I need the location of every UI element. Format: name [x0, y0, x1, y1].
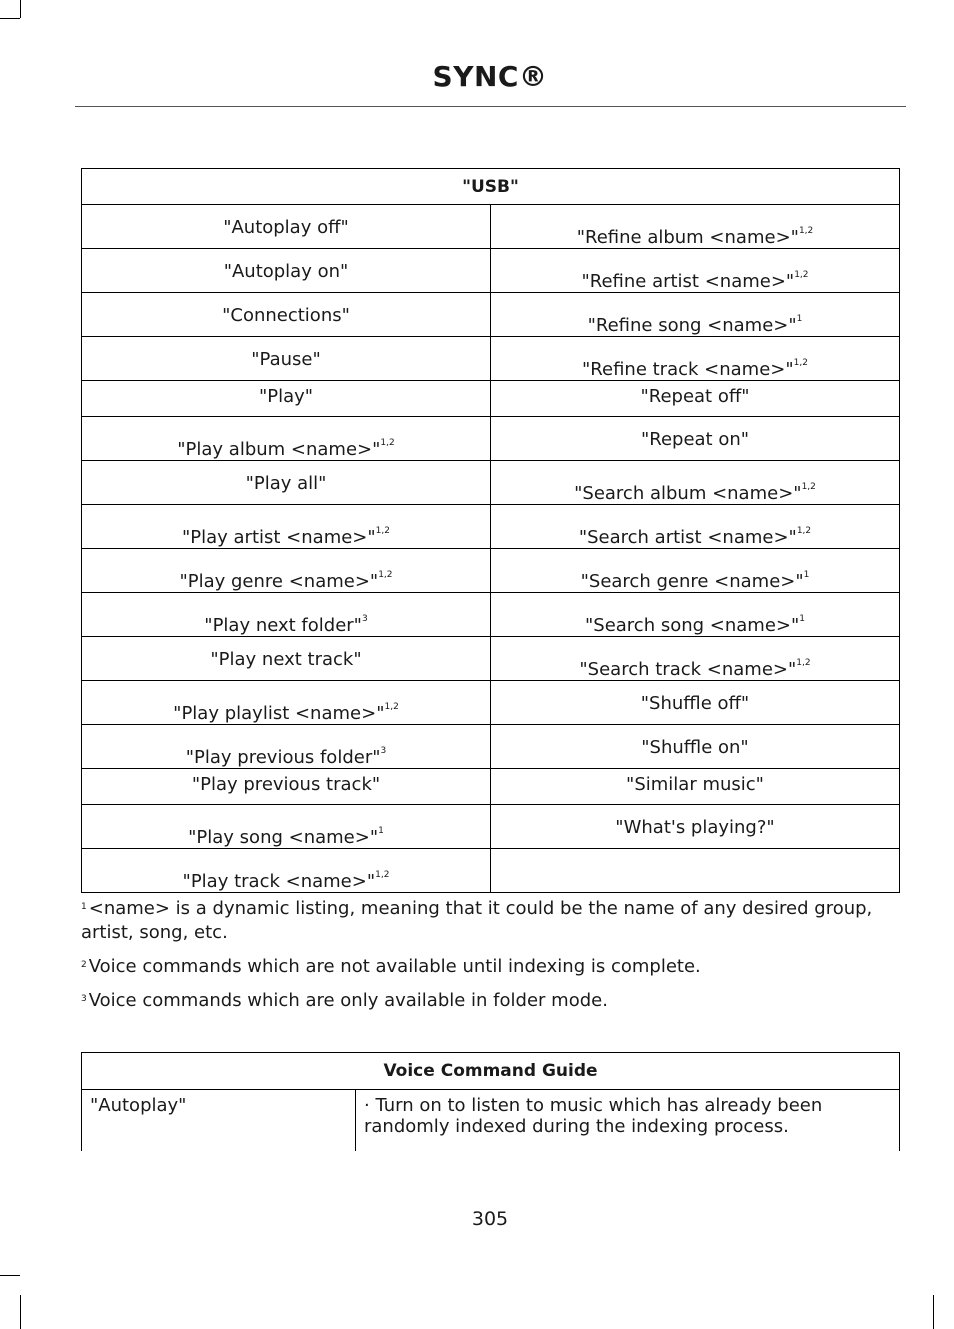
- command-label: "Shuffle off": [640, 693, 750, 714]
- command-label: "Play playlist <name>": [173, 703, 385, 724]
- command-text: [82, 593, 490, 636]
- table-row: [82, 637, 900, 681]
- command-label: "Search song <name>": [584, 615, 800, 636]
- command-label: "Play next folder": [204, 615, 362, 636]
- footnote-ref: 1: [799, 614, 805, 624]
- voice-command-guide-table: [81, 1052, 900, 1151]
- command-text: [491, 549, 899, 592]
- usb-left-cell: [82, 637, 491, 681]
- command-label: "Autoplay off": [223, 217, 349, 238]
- command-text: [491, 505, 899, 548]
- command-text: [82, 461, 490, 494]
- footnote-ref: 1,2: [798, 226, 814, 236]
- footnote-ref: 3: [380, 746, 387, 756]
- table-row: [82, 461, 900, 505]
- table-row: [82, 417, 900, 461]
- table-row: [82, 593, 900, 637]
- command-text: [82, 769, 490, 795]
- table-row: [82, 769, 900, 805]
- command-text: [82, 205, 490, 238]
- command-text: [82, 337, 490, 370]
- usb-right-cell: [491, 417, 900, 461]
- command-label: "Refine artist <name>": [581, 271, 795, 292]
- footnote-ref: 1,2: [384, 702, 399, 712]
- usb-right-cell: [491, 293, 900, 337]
- crop-mark-bottom-left-v: [20, 1295, 21, 1329]
- command-label: "Play song <name>": [188, 827, 379, 848]
- usb-right-cell: [491, 205, 900, 249]
- command-text: [491, 417, 899, 450]
- command-text: [491, 205, 899, 248]
- command-label: "Play previous track": [191, 774, 381, 795]
- command-text: [491, 337, 899, 380]
- footnote-ref: 1,2: [375, 526, 390, 536]
- usb-right-cell: [491, 505, 900, 549]
- footnote-2: $^2$ Voice commands which are not available until indexing is complete.: [81, 956, 701, 977]
- command-text: [491, 381, 899, 407]
- command-text: [491, 593, 899, 636]
- usb-left-cell: [82, 725, 491, 769]
- usb-left-cell: [82, 593, 491, 637]
- usb-left-cell: [82, 549, 491, 593]
- usb-right-cell: [491, 849, 900, 893]
- usb-left-cell: [82, 337, 491, 381]
- usb-left-cell: [82, 805, 491, 849]
- footnote-ref: 1,2: [378, 570, 393, 580]
- usb-left-cell: [82, 381, 491, 417]
- table-row: [82, 249, 900, 293]
- footnote-ref: 1,2: [794, 270, 809, 280]
- command-text: [491, 249, 899, 292]
- usb-right-cell: [491, 381, 900, 417]
- table-row: [82, 293, 900, 337]
- table-row: [82, 505, 900, 549]
- command-text: [82, 549, 490, 592]
- usb-right-cell: [491, 805, 900, 849]
- command-label: "Play genre <name>": [179, 571, 379, 592]
- footnote-ref: 1: [803, 570, 810, 580]
- usb-right-cell: [491, 681, 900, 725]
- table-row: [82, 381, 900, 417]
- command-label: "Search artist <name>": [578, 527, 797, 548]
- footnote-3: $^3$ Voice commands which are only available in folder mode.: [81, 990, 608, 1011]
- usb-left-cell: [82, 417, 491, 461]
- command-text: [82, 505, 490, 548]
- crop-mark-top-left-h: [0, 18, 20, 19]
- guide-description-cell: · Turn on to listen to music which has already been randomly indexed during the indexing process.: [356, 1090, 900, 1152]
- usb-left-cell: [82, 205, 491, 249]
- command-label: "What's playing?": [615, 817, 775, 838]
- footnote-ref: 1,2: [375, 870, 390, 880]
- crop-mark-bottom-right-v: [933, 1295, 934, 1329]
- command-label: "Repeat off": [640, 386, 750, 407]
- command-label: "Play artist <name>": [181, 527, 376, 548]
- command-text: [82, 381, 490, 407]
- usb-right-cell: [491, 637, 900, 681]
- usb-left-cell: [82, 505, 491, 549]
- footnote-ref: 1,2: [793, 358, 808, 368]
- command-text: [82, 293, 490, 326]
- command-text: [82, 681, 490, 724]
- table-row: [82, 805, 900, 849]
- header-divider: [75, 106, 906, 107]
- command-label: "Connections": [222, 305, 350, 326]
- command-label: "Autoplay on": [223, 261, 349, 282]
- footnote-ref: 1: [378, 826, 384, 836]
- command-label: "Play": [258, 386, 314, 407]
- footnote-ref: 1,2: [801, 482, 816, 492]
- page-header-title: SYNC®: [432, 60, 548, 93]
- table-row: [82, 849, 900, 893]
- table-row: [82, 549, 900, 593]
- table-row: [82, 725, 900, 769]
- command-text: [82, 637, 490, 670]
- footnote-ref: 1,2: [796, 526, 812, 536]
- usb-left-cell: [82, 769, 491, 805]
- command-label: "Play all": [245, 473, 327, 494]
- page-number: 305: [471, 1208, 509, 1230]
- usb-right-cell: [491, 725, 900, 769]
- command-text: [491, 461, 899, 504]
- command-text: [491, 769, 899, 795]
- command-label: "Similar music": [626, 774, 764, 795]
- command-label: "Search album <name>": [574, 483, 802, 504]
- command-text: [491, 805, 899, 838]
- command-label: "Play album <name>": [177, 439, 381, 460]
- footnote-ref: 3: [361, 614, 368, 624]
- guide-command-cell: "Autoplay": [82, 1090, 356, 1152]
- usb-table-title: "USB": [82, 169, 900, 205]
- usb-right-cell: [491, 769, 900, 805]
- command-text: [82, 849, 490, 892]
- crop-mark-bottom-left-h: [0, 1275, 20, 1276]
- footnote-1: $^1$ <name> is a dynamic listing, meaning that it could be the name of any desired group, artist, song, etc.: [81, 898, 873, 943]
- usb-right-cell: [491, 549, 900, 593]
- guide-table-title: Voice Command Guide: [82, 1053, 900, 1090]
- usb-left-cell: [82, 849, 491, 893]
- command-label: "Play track <name>": [182, 871, 376, 892]
- footnote-ref: 1,2: [380, 438, 395, 448]
- table-row: [82, 681, 900, 725]
- command-text: [82, 417, 490, 460]
- command-text: [82, 725, 490, 768]
- command-label: "Pause": [251, 349, 321, 370]
- footnote-ref: 1: [796, 314, 803, 324]
- usb-commands-table: [81, 168, 900, 893]
- usb-left-cell: [82, 249, 491, 293]
- usb-right-cell: [491, 593, 900, 637]
- usb-right-cell: [491, 249, 900, 293]
- table-row: [82, 1090, 900, 1152]
- usb-left-cell: [82, 461, 491, 505]
- command-text: [82, 805, 490, 848]
- command-text: [491, 293, 899, 336]
- command-label: "Refine album <name>": [576, 227, 799, 248]
- usb-left-cell: [82, 681, 491, 725]
- command-text: [491, 681, 899, 714]
- command-label: "Repeat on": [640, 429, 750, 450]
- command-text: [491, 725, 899, 758]
- command-text: [82, 249, 490, 282]
- usb-left-cell: [82, 293, 491, 337]
- footnotes: [81, 897, 900, 1023]
- command-label: "Search track <name>": [579, 659, 797, 680]
- usb-right-cell: [491, 461, 900, 505]
- command-label: "Shuffle on": [641, 737, 749, 758]
- crop-mark-top-left-v: [20, 0, 21, 18]
- command-label: "Refine track <name>": [582, 359, 794, 380]
- table-row: [82, 337, 900, 381]
- footnote-ref: 1,2: [796, 658, 811, 668]
- command-label: "Play next track": [210, 649, 362, 670]
- command-label: "Refine song <name>": [587, 315, 797, 336]
- command-label: "Search genre <name>": [580, 571, 804, 592]
- table-row: [82, 205, 900, 249]
- command-text: [491, 637, 899, 680]
- usb-right-cell: [491, 337, 900, 381]
- command-text: [491, 849, 899, 871]
- command-label: "Play previous folder": [185, 747, 381, 768]
